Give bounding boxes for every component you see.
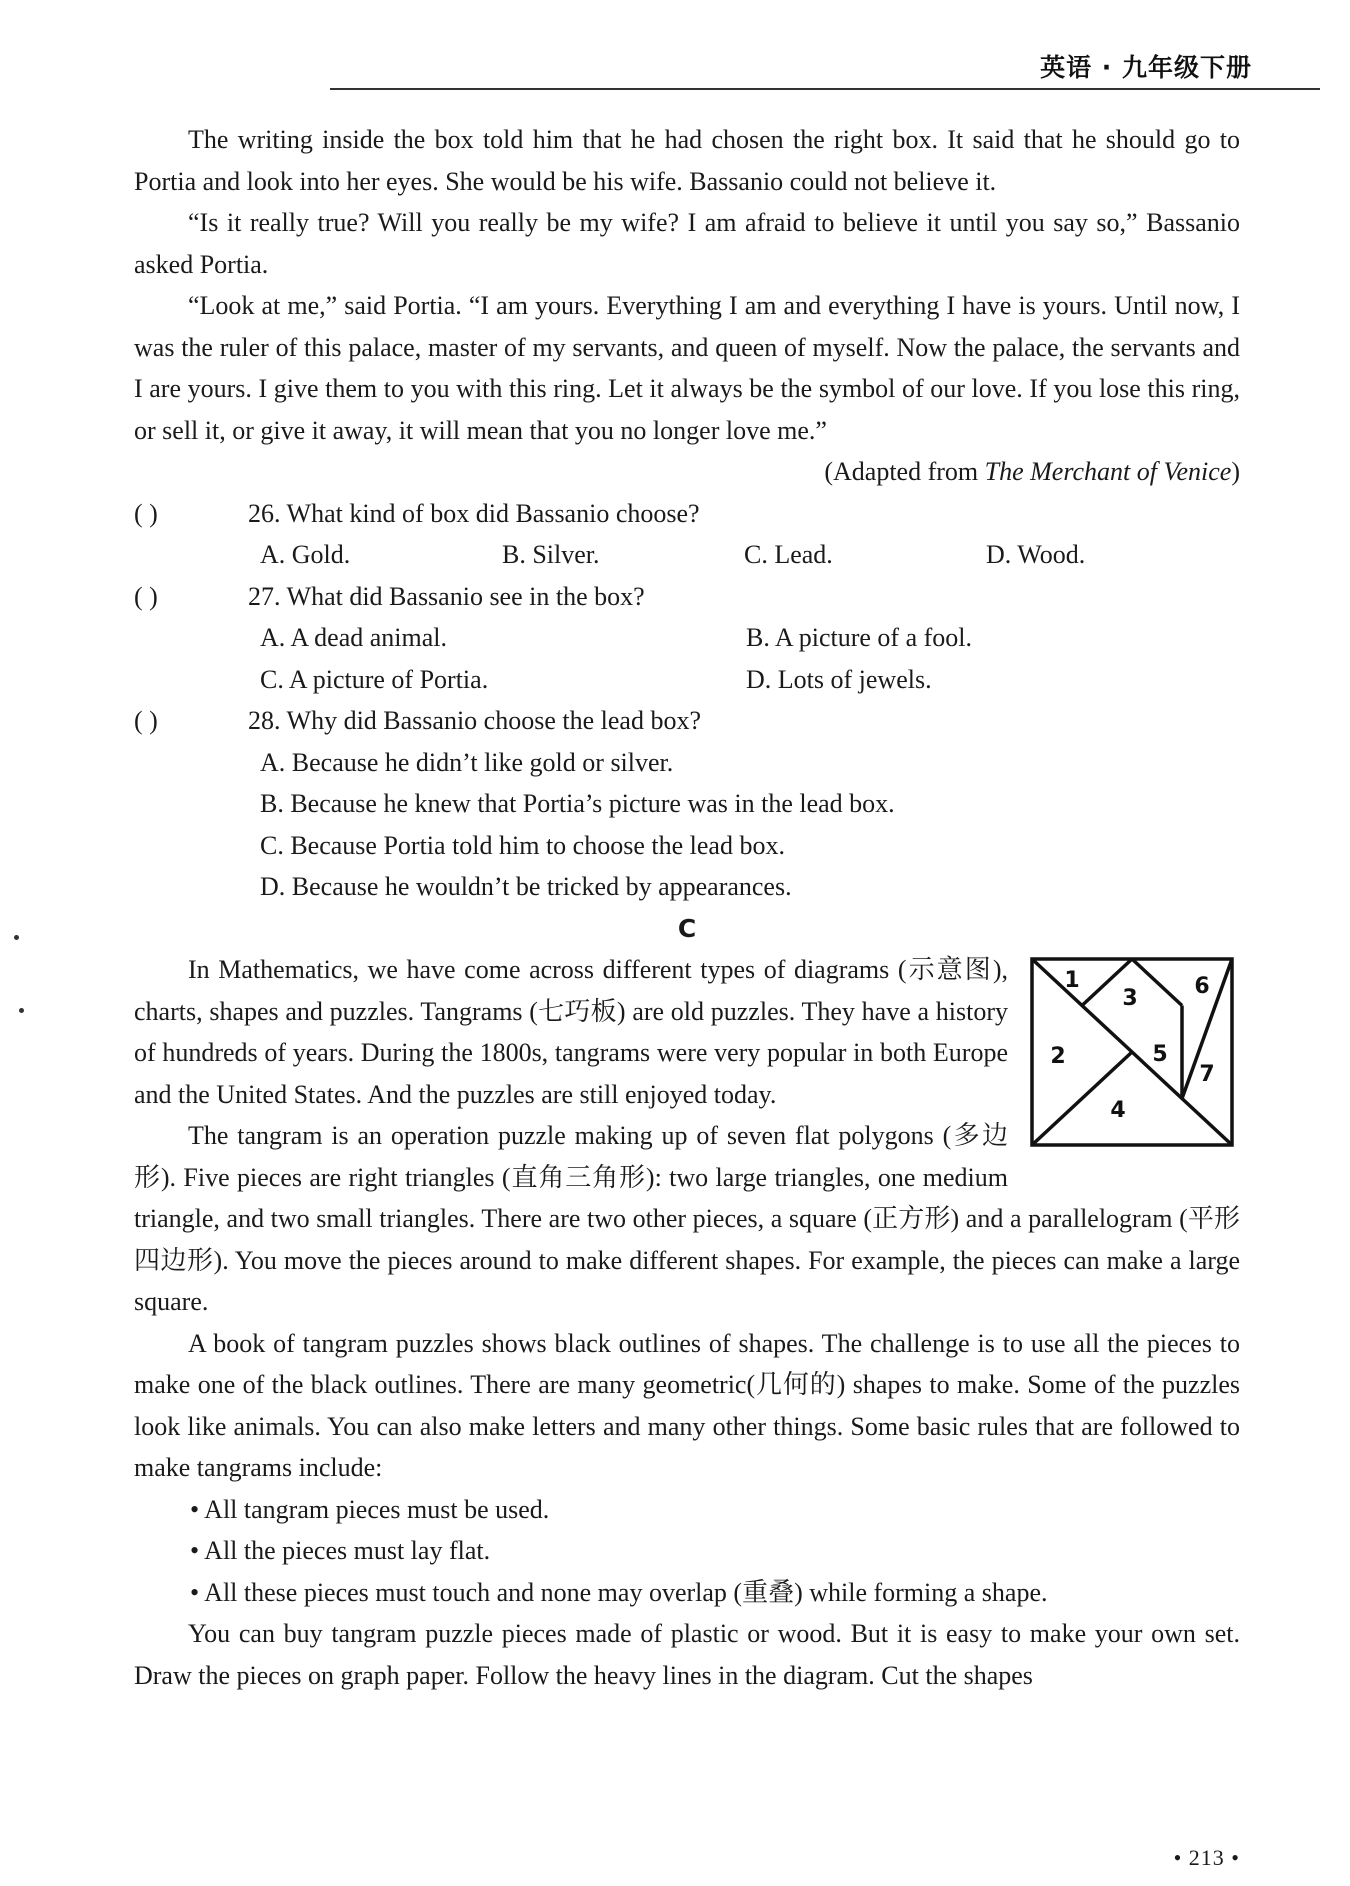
option-c: C. A picture of Portia.: [260, 664, 489, 694]
option-d: D. Lots of jewels.: [746, 664, 932, 694]
options: [134, 659, 1240, 701]
paragraph: “Look at me,” said Portia. “I am yours. Everything I am and everything I have is yours. Until now, I was the ruler of this palace, master of my servants, and queen of myself. Now the palace, the servants and I are yours. I give them to you with this ring. Let it always be the symbol of our love. If you lose this ring, or sell it, or give it away, it will mean that you no longer love me.”: [134, 291, 1240, 445]
page-number: • 213 •: [1173, 1845, 1240, 1870]
paragraph: You can buy tangram puzzle pieces made of plastic or wood. But it is easy to make your own set. Draw the pieces on graph paper. Follow the heavy lines in the diagram. Cut the shapes: [134, 1619, 1240, 1690]
page-header: [0, 0, 1350, 95]
paragraph: The writing inside the box told him that he had chosen the right box. It said that he should go to Portia and look into her eyes. She would be his wife. Bassanio could not believe it.: [134, 125, 1240, 196]
list-item: • All these pieces must touch and none may overlap (重叠) while forming a shape.: [190, 1577, 1048, 1607]
options: [134, 617, 1240, 659]
option-b: B. Because he knew that Portia’s picture was in the lead box.: [260, 789, 895, 818]
option-c: C. Lead.: [744, 540, 833, 569]
tangram-label: 6: [1194, 974, 1210, 999]
option-b: B. A picture of a fool.: [746, 623, 973, 652]
paragraph: In Mathematics, we have come across different types of diagrams (示意图), charts, shapes and puzzles. Tangrams (七巧板) are old puzzles. They have a history of hundreds of years. During the 1800s, tangrams were very popular in both Europe and the United States. And the puzzles are still enjoyed today.: [134, 955, 1008, 1109]
option-a: A. Gold.: [260, 540, 351, 569]
option-c: C. Because Portia told him to choose the lead box.: [260, 830, 785, 860]
question-27: [134, 576, 1240, 701]
page-content: [134, 119, 1240, 1696]
source-citation: (Adapted from The Merchant of Venice): [824, 457, 1240, 486]
question-text: 27. What did Bassanio see in the box?: [248, 581, 645, 611]
tangram-label: 2: [1050, 1044, 1066, 1069]
list-item: • All tangram pieces must be used.: [190, 1494, 550, 1524]
tangram-label: 4: [1110, 1098, 1126, 1123]
option-a: A. Because he didn’t like gold or silver.: [260, 747, 674, 777]
option-d: D. Wood.: [986, 540, 1086, 569]
paragraph: “Is it really true? Will you really be my wife? I am afraid to believe it until you say so,” Bassanio asked Portia.: [134, 208, 1240, 279]
question-28: [134, 700, 1240, 908]
margin-mark: [14, 935, 19, 940]
margin-mark: [19, 1008, 24, 1013]
section-heading: C: [677, 913, 697, 943]
tangram-label: 5: [1152, 1042, 1168, 1067]
tangram-label: 3: [1122, 986, 1138, 1011]
paragraph: The tangram is an operation puzzle making up of seven flat polygons (多边形). Five pieces are right triangles (直角三角形): two large triangles, one medium triangle, and two small triangles. There are two other pieces, a square (正方形) and a parallelogram (平形四边形). You move the pieces around to make different shapes. For example, the pieces can make a large square.: [134, 1121, 1240, 1316]
tangram-diagram: [1030, 957, 1240, 1153]
source-title: The Merchant of Venice: [984, 457, 1232, 486]
tangram-line: [1132, 959, 1182, 1006]
option-d: D. Because he wouldn’t be tricked by appearances.: [260, 872, 792, 901]
option-b: B. Silver.: [502, 540, 600, 569]
option-a: A. A dead animal.: [260, 623, 448, 652]
rules-list: [134, 1489, 1240, 1614]
book-title: 英语 · 九年级下册: [1040, 53, 1252, 82]
tangram-label: 1: [1064, 968, 1080, 993]
question-text: 26. What kind of box did Bassanio choose?: [248, 498, 700, 528]
tangram-label: 7: [1199, 1062, 1215, 1087]
header-rule: [330, 88, 1320, 90]
answer-blank[interactable]: ( ): [134, 706, 158, 735]
question-text: 28. Why did Bassanio choose the lead box?: [248, 706, 701, 735]
answer-blank[interactable]: ( ): [134, 498, 158, 528]
list-item: • All the pieces must lay flat.: [190, 1536, 491, 1565]
options: [134, 534, 1240, 576]
answer-blank[interactable]: ( ): [134, 581, 158, 611]
tangram-svg: [1030, 957, 1236, 1149]
question-26: [134, 493, 1240, 576]
paragraph: A book of tangram puzzles shows black outlines of shapes. The challenge is to use all the pieces to make one of the black outlines. There are many geometric(几何的) shapes to make. Some of the puzzles look like animals. You can also make letters and many other things. Some basic rules that are followed to make tangrams include:: [134, 1328, 1240, 1482]
